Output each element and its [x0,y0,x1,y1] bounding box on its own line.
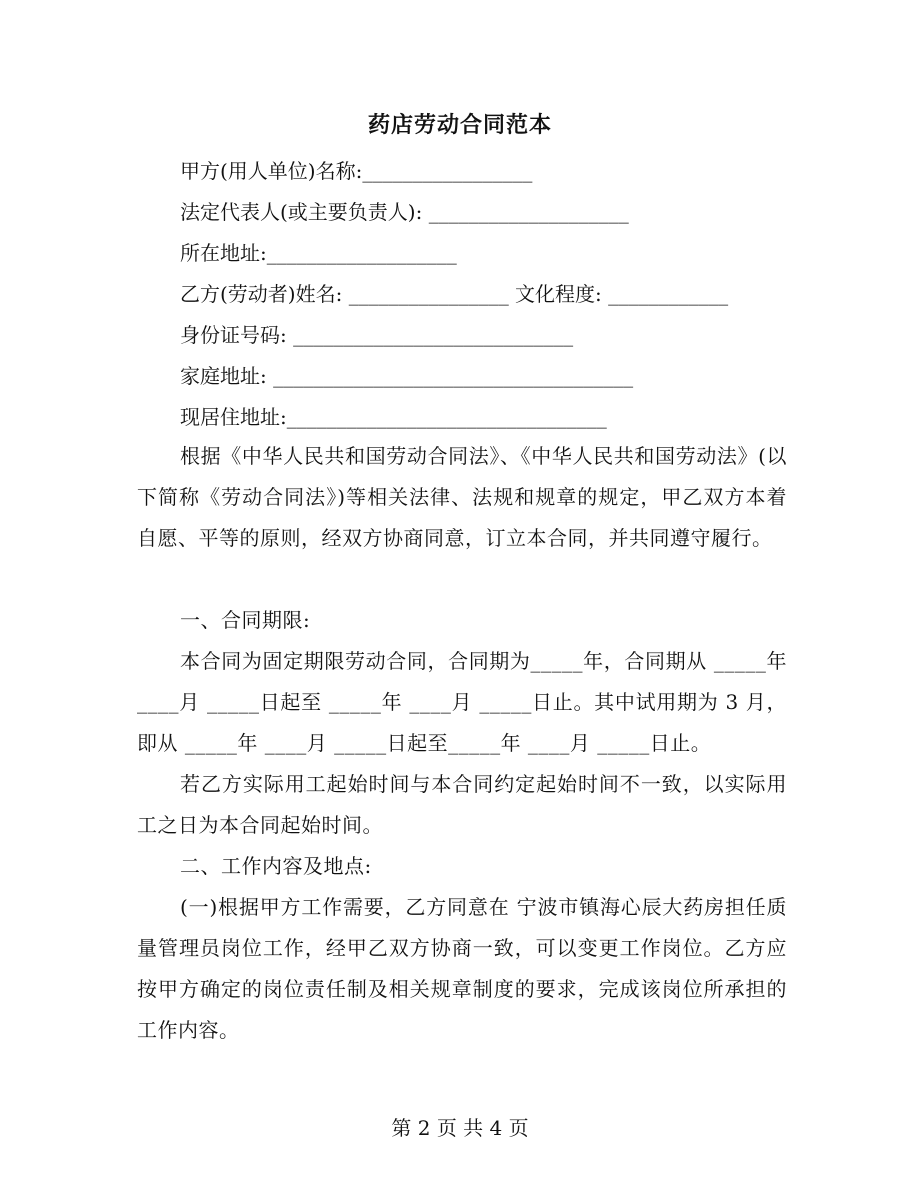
field-employer-address: 所在地址:___________________ [180,241,457,265]
paragraph-work-content: (一)根据甲方工作需要，乙方同意在 宁波市镇海心辰大药房担任质量管理员岗位工作，经甲乙双方协商一致，可以变更工作岗位。乙方应按甲方确定的岗位责任制及相关规章制度的要求，完成该岗位所承担的工作内容。 [137,895,787,1042]
paragraph-legal-basis: 根据《中华人民共和国劳动合同法》、《中华人民共和国劳动法》(以下简称《劳动合同法》)等相关法律、法规和规章的规定，甲乙双方本着自愿、平等的原则，经双方协商同意，订立本合同，并共同遵守履行。 [137,444,787,550]
section-heading-work-content: 二、工作内容及地点: [180,854,372,878]
field-id-number: 身份证号码: ____________________________ [180,323,574,347]
field-current-address: 现居住地址:________________________________ [180,405,607,429]
paragraph-contract-term: 本合同为固定期限劳动合同，合同期为_____年，合同期从 _____年 ____月 _____日起至 _____年 ____月 _____日止。其中试用期为 3 月，即从 _____年 ____月 _____日起至_____年 ____月 _____日止。 [137,649,787,755]
section-heading-contract-term: 一、合同期限: [180,608,311,632]
page-number-footer: 第 2 页 共 4 页 [391,1116,529,1140]
field-employee-name-education: 乙方(劳动者)姓名: ________________ 文化程度: ____________ [180,282,729,306]
field-legal-representative: 法定代表人(或主要负责人): ____________________ [180,200,629,224]
document-title: 药店劳动合同范本 [367,112,552,138]
paragraph-start-time: 若乙方实际用工起始时间与本合同约定起始时间不一致，以实际用工之日为本合同起始时间。 [137,772,787,837]
field-employer-name: 甲方(用人单位)名称:_________________ [180,159,533,183]
field-home-address: 家庭地址: ____________________________________ [180,364,634,388]
